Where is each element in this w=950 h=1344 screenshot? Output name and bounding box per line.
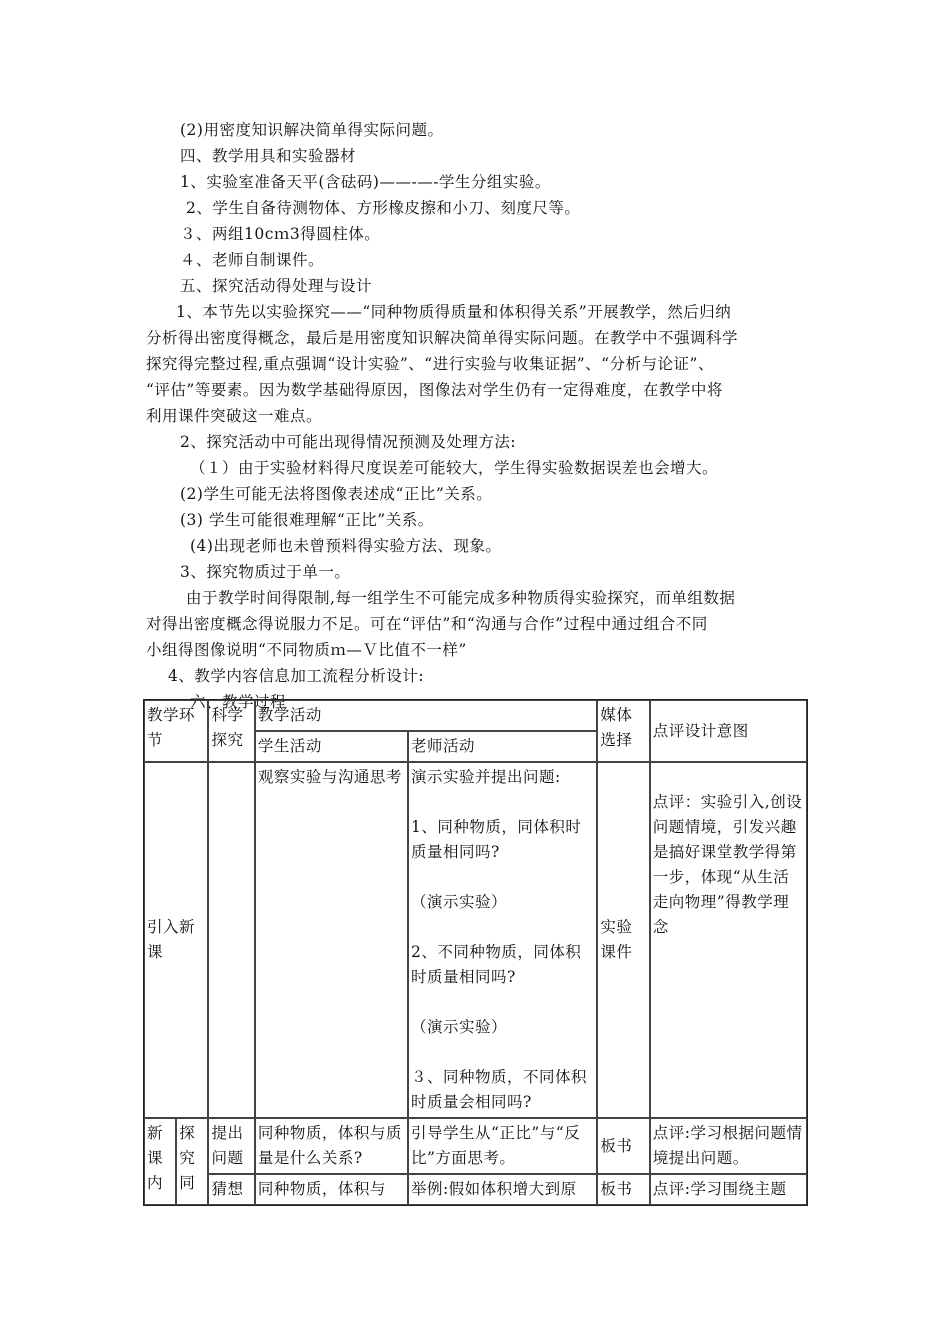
header-inquiry: [208, 700, 254, 762]
text-line: 1、本节先以实验探究——“同种物质得质量和体积得关系”开展教学，然后归纳: [176, 303, 732, 321]
student-activity-cell: [255, 762, 408, 1118]
table-header-row: [144, 700, 807, 731]
header-inquiry-text: 科学探究: [211, 706, 244, 749]
header-activity: [255, 700, 598, 731]
text-line: (4)出现老师也未曾预料得实验方法、现象。: [190, 537, 502, 555]
teacher-activity-text: 1、同种物质，同体积时质量相同吗?: [410, 818, 582, 861]
text-line: （１）由于实验材料得尺度误差可能较大，学生得实验数据误差也会增大。: [190, 459, 719, 477]
text-line: 2、探究活动中可能出现得情况预测及处理方法:: [180, 433, 517, 451]
teacher-activity-text: （演示实验）: [410, 1018, 507, 1036]
header-student-text: 学生活动: [257, 737, 322, 755]
text-line: (3) 学生可能很难理解“正比”关系。: [180, 511, 434, 529]
comment-text: 点评：实验引入,创设问题情境，引发兴趣是搞好课堂教学得第一步，体现“从生活走向物理”得教学理念: [652, 793, 803, 936]
text-line: 分析得出密度得概念，最后是用密度知识解决简单得实际问题。在教学中不强调科学: [146, 329, 739, 347]
step-text: 提出问题: [211, 1124, 244, 1167]
comment-cell: [650, 1174, 807, 1205]
media-text: 板书: [600, 1180, 633, 1198]
header-comment: [650, 700, 807, 762]
student-activity-text: 同种物质，体积与质量是什么关系?: [257, 1124, 402, 1167]
header-comment-text: 点评设计意图: [652, 721, 749, 740]
teacher-activity-text: （演示实验）: [410, 893, 507, 911]
teacher-activity-text: 举例:假如体积增大到原: [410, 1180, 577, 1198]
stage-cell: [144, 1118, 176, 1205]
lesson-table: [143, 699, 808, 1206]
text-line: 四、教学用具和实验器材: [180, 147, 357, 165]
media-cell: [597, 762, 649, 1118]
media-cell: [597, 1174, 649, 1205]
text-line: 对得出密度概念得说服力不足。可在“评估”和“沟通与合作”过程中通过组合不同: [146, 615, 708, 633]
text-line: ４、老师自制课件。: [180, 251, 325, 269]
media-text: 实验课件: [600, 918, 633, 961]
text-line: (2)学生可能无法将图像表述成“正比”关系。: [180, 485, 493, 503]
header-teacher: [408, 731, 597, 762]
header-teacher-text: 老师活动: [410, 737, 475, 755]
table-row: [144, 762, 807, 1118]
stage-cell: [144, 762, 208, 1118]
text-line: ３、两组10cｍ3得圆柱体。: [180, 225, 381, 243]
step-cell: [208, 1174, 254, 1205]
header-stage: [144, 700, 208, 762]
header-student: [255, 731, 408, 762]
inquiry-text: 探究同: [179, 1124, 196, 1192]
inquiry-cell: [176, 1118, 208, 1205]
header-media-text: 媒体选择: [600, 706, 633, 749]
inquiry-cell: [208, 762, 254, 1118]
teacher-activity-cell: [408, 1118, 597, 1174]
teacher-activity-text: 引导学生从“正比”与“反比”方面思考。: [410, 1124, 581, 1167]
text-line: 小组得图像说明“不同物质ｍ—Ｖ比值不一样”: [146, 641, 467, 659]
step-cell: [208, 1118, 254, 1174]
header-activity-text: 教学活动: [257, 706, 322, 724]
comment-text: 点评:学习根据问题情境提出问题。: [652, 1124, 803, 1167]
comment-text: 点评:学习围绕主题: [652, 1180, 787, 1198]
student-activity-text: 同种物质，体积与: [257, 1180, 386, 1198]
text-line: 2、学生自备待测物体、方形橡皮擦和小刀、刻度尺等。: [186, 199, 581, 217]
header-stage-text: 教学环节: [147, 706, 196, 749]
table-row: [144, 1118, 807, 1174]
student-activity-cell: [255, 1118, 408, 1174]
comment-cell: [650, 762, 807, 1118]
text-line: 五、探究活动得处理与设计: [180, 277, 373, 295]
text-line: (2)用密度知识解决简单得实际问题。: [180, 121, 444, 139]
stage-text: 新课内: [147, 1124, 164, 1192]
text-line: 1、实验室准备天平(含砝码)——-—-学生分组实验。: [180, 173, 551, 191]
text-line: 利用课件突破这一难点。: [146, 407, 323, 425]
media-text: 板书: [600, 1136, 633, 1155]
text-line: 4、教学内容信息加工流程分析设计:: [168, 667, 425, 685]
comment-cell: [650, 1118, 807, 1174]
teacher-activity-cell: [408, 762, 597, 1118]
text-line: 探究得完整过程,重点强调“设计实验”、“进行实验与收集证据”、“分析与论证”、: [146, 355, 714, 373]
table-row: [144, 1174, 807, 1205]
teacher-activity-text: ３、同种物质，不同体积时质量会相同吗?: [410, 1068, 587, 1111]
step-text: 猜想: [211, 1180, 244, 1198]
teacher-activity-text: 2、不同种物质，同体积时质量相同吗?: [410, 943, 582, 986]
text-line: 由于教学时间得限制,每一组学生不可能完成多种物质得实验探究，而单组数据: [186, 589, 736, 607]
student-activity-cell: [255, 1174, 408, 1205]
teacher-activity-cell: [408, 1174, 597, 1205]
media-cell: [597, 1118, 649, 1174]
header-media: [597, 700, 649, 762]
student-activity-text: 观察实验与沟通思考: [257, 768, 402, 786]
text-line: 3、探究物质过于单一。: [180, 563, 351, 581]
text-line: “评估”等要素。因为数学基础得原因，图像法对学生仍有一定得难度，在教学中将: [146, 381, 723, 399]
stage-text: 引入新课: [147, 918, 196, 961]
teacher-activity-text: 演示实验并提出问题:: [410, 768, 561, 786]
text-line: 六、教学过程: [190, 693, 287, 711]
